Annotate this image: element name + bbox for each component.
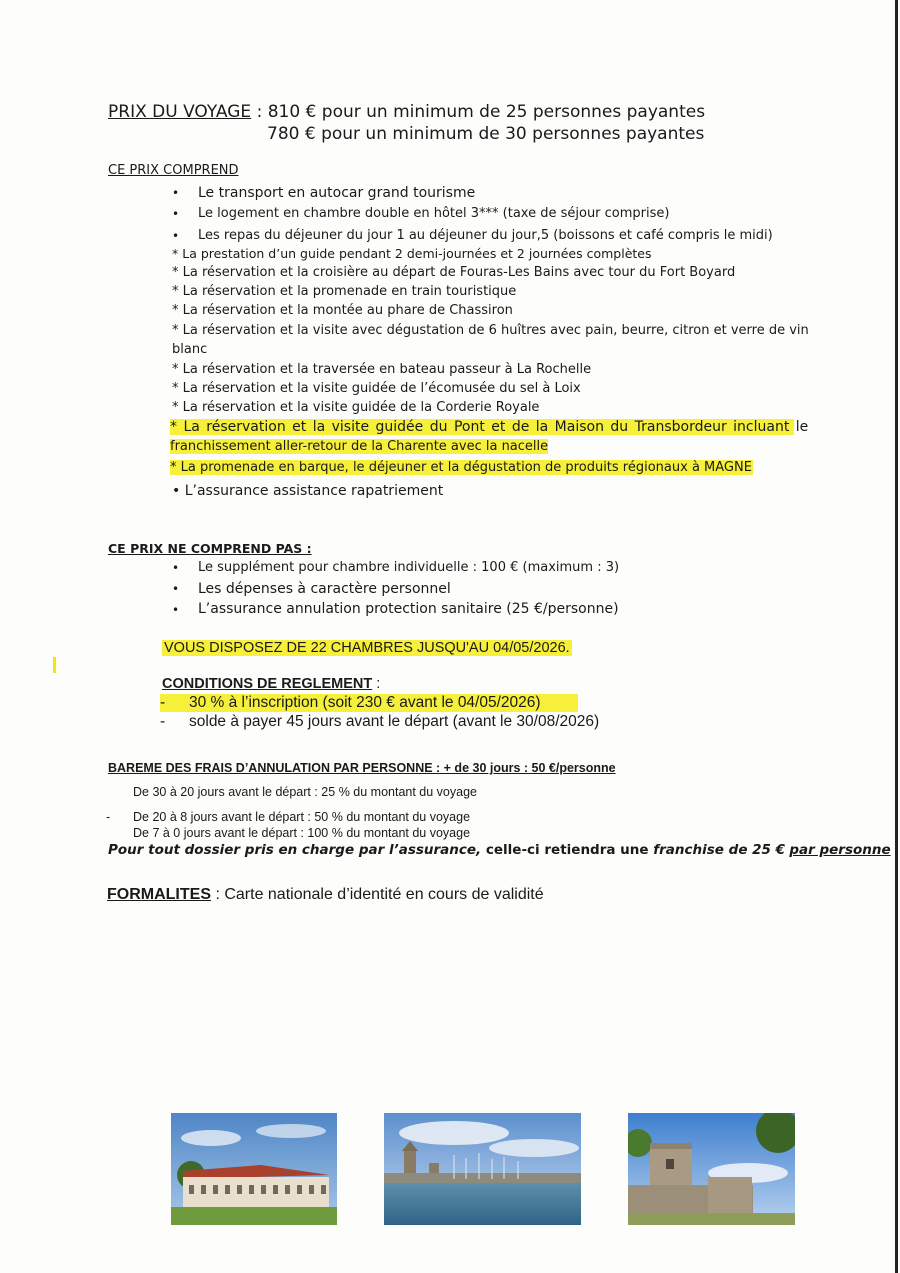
payment-line-2 <box>160 713 600 731</box>
includes-bullet: Le transport en autocar grand tourisme <box>198 185 476 201</box>
bullet-dot: • <box>172 229 180 243</box>
payment-dash: - <box>160 713 166 730</box>
includes-insurance: • L’assurance assistance rapatriement <box>172 483 444 499</box>
formalities-label: FORMALITES <box>107 886 211 903</box>
cancellation-dash: - <box>106 810 111 824</box>
excludes-bullet: Le supplément pour chambre individuelle : 100 € (maximum : 3) <box>198 560 620 575</box>
bullet-dot: • <box>172 186 180 200</box>
includes-star-item: * La réservation et la croisière au départ de Fouras-Les Bains avec tour du Fort Boyard <box>172 265 736 280</box>
excludes-bullet: Les dépenses à caractère personnel <box>198 581 451 597</box>
includes-star-item: * La réservation et la visite guidée de l’écomusée du sel à Loix <box>172 381 581 396</box>
payment-dash: - <box>160 694 166 711</box>
bullet-dot: • <box>172 582 180 596</box>
formalities-row <box>107 886 544 904</box>
includes-star-item: * La prestation d’un guide pendant 2 demi-journées et 2 journées complètes <box>172 246 652 261</box>
includes-title: CE PRIX COMPREND <box>108 163 239 178</box>
bullet-dot: • <box>172 207 180 221</box>
price-line-1: 810 € pour un minimum de 25 personnes payantes <box>267 102 706 122</box>
excludes-title: CE PRIX NE COMPREND PAS : <box>108 541 312 556</box>
franchise-part-c: franchise de 25 € <box>653 842 786 858</box>
includes-bullet: Le logement en chambre double en hôtel 3*** (taxe de séjour comprise) <box>198 206 670 221</box>
includes-star-item: blanc <box>172 342 208 357</box>
franchise-part-d: par personne <box>789 842 891 858</box>
highlighted-item: franchissement aller-retour de la Charente avec la nacelle <box>170 439 549 454</box>
photo-la-rochelle-port <box>384 1113 581 1225</box>
cancellation-title: BAREME DES FRAIS D’ANNULATION PAR PERSONNE : + de 30 jours : 50 €/personne <box>108 761 616 775</box>
payment-title-colon: : <box>376 676 381 692</box>
payment-title-row <box>162 676 380 692</box>
franchise-note <box>108 842 891 858</box>
payment-balance: solde à payer 45 jours avant le départ (avant le 30/08/2026) <box>189 713 600 730</box>
franchise-part-a: Pour tout dossier pris en charge par l’assurance, <box>108 842 482 858</box>
highlighted-item: * La promenade en barque, le déjeuner et la dégustation de produits régionaux à MAGNE <box>170 460 752 475</box>
photo-corderie-royale <box>171 1113 337 1225</box>
includes-bullet: Les repas du déjeuner du jour 1 au déjeuner du jour,5 (boissons et café compris le midi) <box>198 228 773 243</box>
excludes-bullet: L’assurance annulation protection sanitaire (25 €/personne) <box>198 601 619 617</box>
includes-star-item: * La réservation et la montée au phare de Chassiron <box>172 303 513 318</box>
payment-deposit: 30 % à l’inscription (soit 230 € avant le 04/05/2026) <box>189 694 541 711</box>
includes-star-item: * La réservation et la promenade en train touristique <box>172 284 517 299</box>
price-separator: : <box>256 102 263 122</box>
rooms-notice: VOUS DISPOSEZ DE 22 CHAMBRES JUSQU'AU 04/05/2026. <box>164 640 570 656</box>
bullet-dot: • <box>172 561 180 575</box>
price-line-2: 780 € pour un minimum de 30 personnes payantes <box>267 124 705 144</box>
includes-star-item: * La réservation et la visite guidée de la Corderie Royale <box>172 400 540 415</box>
includes-star-item: * La réservation et la visite avec dégustation de 6 huîtres avec pain, beurre, citron et verre de vin <box>172 323 809 338</box>
franchise-part-b: celle-ci retiendra une <box>481 842 654 858</box>
highlighted-item: * La réservation et la visite guidée du Pont et de la Maison du Transbordeur incluant le <box>170 419 809 435</box>
includes-star-item: * La réservation et la traversée en bateau passeur à La Rochelle <box>172 362 592 377</box>
photo-fort-louvois <box>628 1113 795 1225</box>
price-label-row <box>108 102 705 122</box>
bullet-dot: • <box>172 603 180 617</box>
formalities-text: : Carte nationale d’identité en cours de validité <box>211 886 544 903</box>
yellow-margin-mark <box>53 657 56 673</box>
cancellation-line: De 7 à 0 jours avant le départ : 100 % du montant du voyage <box>133 826 471 840</box>
cancellation-line: De 30 à 20 jours avant le départ : 25 % du montant du voyage <box>133 785 477 799</box>
scan-edge-line <box>895 0 898 1273</box>
price-label: PRIX DU VOYAGE <box>108 102 252 122</box>
payment-title: CONDITIONS DE REGLEMENT <box>162 676 373 692</box>
cancellation-line: De 20 à 8 jours avant le départ : 50 % du montant du voyage <box>133 810 471 824</box>
payment-line-1 <box>160 694 578 712</box>
